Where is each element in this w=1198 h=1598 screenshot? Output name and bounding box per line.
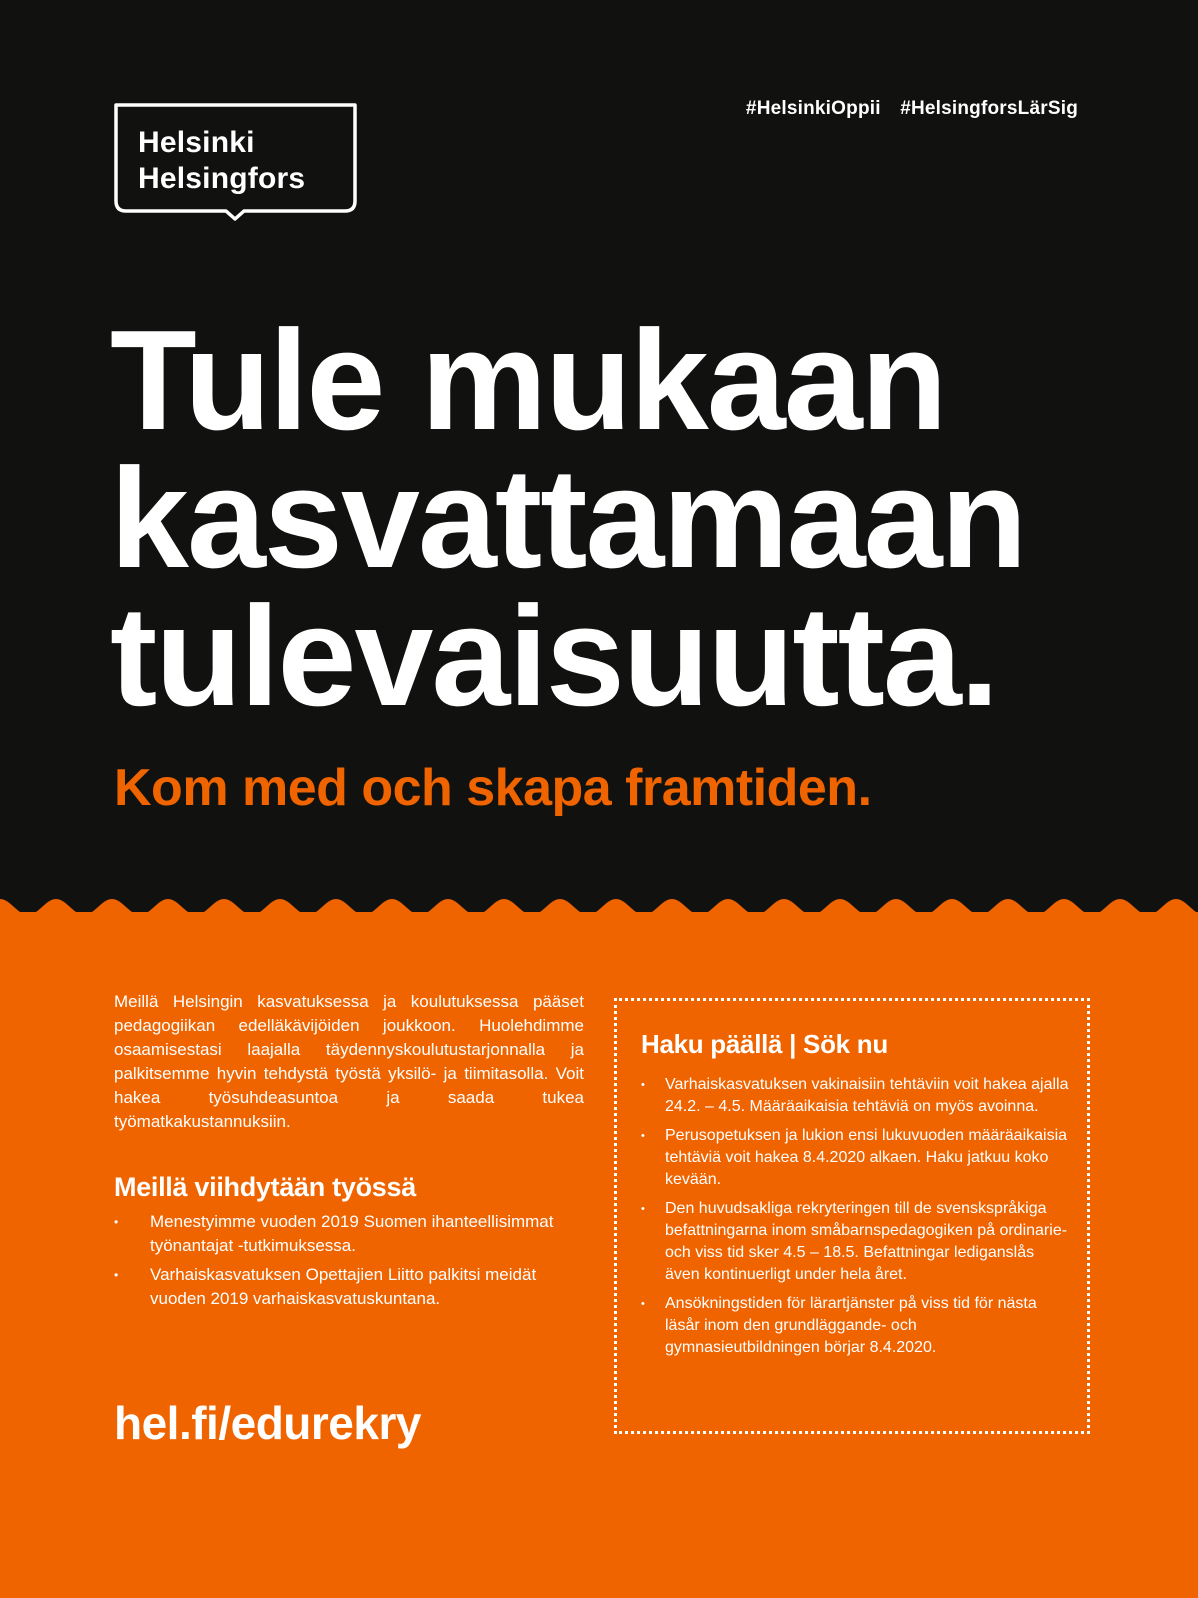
list-item: • Perusopetuksen ja lukion ensi lukuvuoden määräaikaisia tehtäviä voit hakea 8.4.2020 alkaen. Haku jatkuu koko kevään. (641, 1125, 1071, 1191)
intro-text (114, 990, 584, 1134)
headline-line-2: kasvattamaan (110, 439, 1026, 598)
work-section-title: Meillä viihdytään työssä (114, 1172, 416, 1202)
apply-box-list (641, 1074, 1071, 1366)
logo-line-1: Helsinki (138, 126, 255, 159)
logo-line-2: Helsingfors (138, 162, 306, 195)
list-item: • Den huvudsakliga rekryteringen till de svenskspråkiga befattningarna inom småbarnspedagogiken på ordinarie- och viss tid sker 4.5 – 18.5. Befattningar lediganslås även kontinuerligt under hela året. (641, 1198, 1071, 1286)
headline-line-1: Tule mukaan (110, 301, 946, 460)
list-item: • Varhaiskasvatuksen Opettajien Liitto palkitsi meidät vuoden 2019 varhaiskasvatuskuntana. (114, 1263, 594, 1311)
helsinki-logo (114, 103, 357, 215)
apply-box-title: Haku päällä | Sök nu (641, 1029, 888, 1059)
list-item: • Menestyimme vuoden 2019 Suomen ihanteellisimmat työnantajat -tutkimuksessa. (114, 1210, 594, 1258)
headline (110, 301, 1026, 736)
list-item: • Ansökningstiden för lärartjänster på viss tid för nästa läsår inom den grundläggande- och gymnasieutbildningen börjar 8.4.2020. (641, 1293, 1071, 1359)
logo-text (138, 125, 305, 197)
subheadline: Kom med och skapa framtiden. (114, 759, 872, 817)
hashtag-sv: #HelsingforsLärSig (900, 98, 1078, 119)
work-section-list (114, 1210, 594, 1316)
apply-box (614, 998, 1090, 1434)
hashtag-fi: #HelsinkiOppii (745, 98, 881, 119)
list-item: • Varhaiskasvatuksen vakinaisiin tehtäviin voit hakea ajalla 24.2. – 4.5. Määräaikaisia tehtäviä on myös avoinna. (641, 1074, 1071, 1118)
hashtags (732, 98, 1078, 120)
website-url[interactable]: hel.fi/edurekry (114, 1397, 421, 1449)
headline-line-3: tulevaisuutta. (110, 577, 998, 736)
intro-paragraph: Meillä Helsingin kasvatuksessa ja koulutuksessa pääset pedagogiikan edelläkävijöiden joukkoon. Huolehdimme osaamisestasi laajalla täydennyskoulutustarjonnalla ja palkitsemme hyvin tehdystä työstä yksilö- ja tiimitasolla. Voit hakea työsuhdeasuntoa ja saada tukea työmatkakustannuksiin. (114, 992, 584, 1131)
